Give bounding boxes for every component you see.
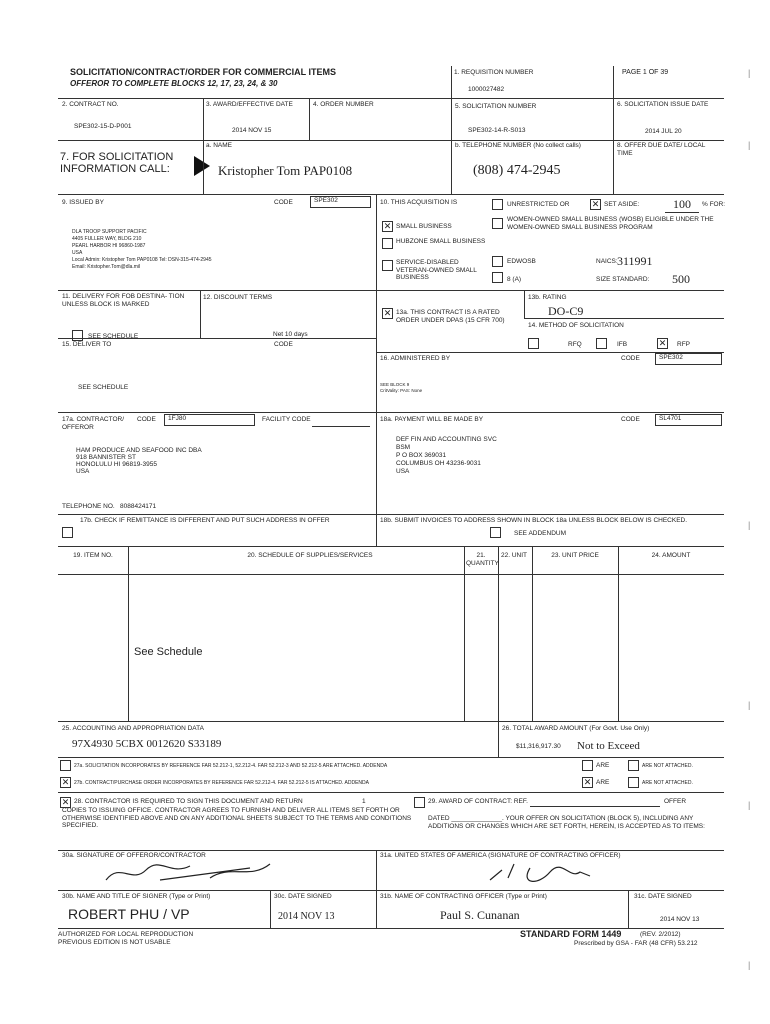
percent-for-label: % FOR: bbox=[702, 201, 726, 208]
administered-code-label: CODE bbox=[621, 355, 640, 362]
hubzone-checkbox[interactable] bbox=[382, 238, 393, 249]
28-checkbox[interactable]: ✕ bbox=[61, 797, 70, 807]
27b-are-not-label: ARE NOT ATTACHED. bbox=[642, 780, 693, 786]
size-standard-value: 500 bbox=[672, 272, 690, 286]
facility-code-label: FACILITY CODE bbox=[262, 416, 311, 423]
payment-line-3: P O BOX 369031 bbox=[396, 452, 447, 459]
naics-label: NAICS: bbox=[596, 258, 618, 265]
solicitation-number-value: SPE302-14-R-S013 bbox=[468, 127, 526, 134]
naics-value: 311991 bbox=[617, 254, 653, 268]
rated-order-checkbox[interactable]: ✕ bbox=[383, 308, 392, 318]
col-item-no: 19. ITEM NO. bbox=[73, 552, 113, 559]
signer-name-value: ROBERT PHU / VP bbox=[68, 906, 190, 922]
27a-are-not-checkbox[interactable] bbox=[628, 760, 639, 771]
see-schedule-checkbox[interactable] bbox=[72, 330, 83, 341]
29-text-1: 29. AWARD OF CONTRACT: REF. bbox=[428, 798, 528, 805]
contractor-label: 17a. CONTRACTOR/ OFFEROR bbox=[62, 416, 125, 431]
28-text-1: 28. CONTRACTOR IS REQUIRED TO SIGN THIS DOCUMENT AND RETURN bbox=[74, 798, 303, 805]
payment-label: 18a. PAYMENT WILL BE MADE BY bbox=[380, 416, 484, 423]
form-subtitle: OFFEROR TO COMPLETE BLOCKS 12, 17, 23, 24, & 30 bbox=[70, 79, 278, 88]
27a-are-label: ARE bbox=[596, 762, 610, 769]
ifb-checkbox[interactable] bbox=[596, 338, 607, 349]
discount-value: Net 10 days bbox=[273, 331, 308, 338]
form-number: STANDARD FORM 1449 bbox=[520, 929, 622, 939]
sdvosb-label: SERVICE-DISABLED VETERAN-OWNED SMALL BUSINESS bbox=[396, 259, 477, 281]
unrestricted-label: UNRESTRICTED OR bbox=[507, 201, 570, 208]
page-count: PAGE 1 OF 39 bbox=[622, 69, 669, 76]
rfq-checkbox[interactable] bbox=[528, 338, 539, 349]
discount-label: 12. DISCOUNT TERMS bbox=[203, 294, 273, 301]
rfp-label: RFP bbox=[677, 341, 690, 348]
officer-name-value: Paul S. Cunanan bbox=[440, 908, 520, 922]
27b-text: 27b. CONTRACT/PURCHASE ORDER INCORPORATES BY REFERENCE FAR 52.212-4. FAR 52.212-5 IS ATTACHED. ADDENDA bbox=[74, 780, 369, 786]
setaside-percent: 100 bbox=[665, 197, 699, 213]
issued-line-6: Email: Kristopher.Tom@dla.mil bbox=[72, 264, 141, 270]
margin-mark: | bbox=[748, 140, 751, 150]
administered-line-1: SEE BLOCK 9 bbox=[380, 382, 410, 387]
margin-mark: | bbox=[748, 700, 751, 710]
remittance-label: 17b. CHECK IF REMITTANCE IS DIFFERENT AND PUT SUCH ADDRESS IN OFFER bbox=[80, 517, 330, 524]
see-schedule-label: SEE SCHEDULE bbox=[88, 333, 139, 340]
small-business-label: SMALL BUSINESS bbox=[396, 223, 452, 230]
sdvosb-checkbox[interactable] bbox=[382, 260, 393, 271]
margin-mark: | bbox=[748, 68, 751, 78]
issued-line-2: 4405 FULLER WAY, BLDG 210 bbox=[72, 236, 142, 242]
signer-date-value: 2014 NOV 13 bbox=[278, 911, 335, 922]
telephone-label: b. TELEPHONE NUMBER (No collect calls) bbox=[455, 142, 581, 149]
officer-signature bbox=[480, 858, 600, 888]
award-date-label: 3. AWARD/EFFECTIVE DATE bbox=[206, 101, 293, 108]
officer-date-value: 2014 NOV 13 bbox=[660, 916, 700, 923]
29-offer-label: OFFER bbox=[664, 798, 687, 805]
officer-date-label: 31c. DATE SIGNED bbox=[634, 893, 692, 900]
total-award-label: 26. TOTAL AWARD AMOUNT (For Govt. Use Only) bbox=[502, 725, 650, 732]
contractor-signature bbox=[100, 858, 280, 886]
schedule-body: See Schedule bbox=[134, 646, 203, 658]
col-unit-price: 23. UNIT PRICE bbox=[551, 552, 599, 559]
issued-line-1: DLA TROOP SUPPORT PACIFIC bbox=[72, 229, 147, 235]
contract-no-label: 2. CONTRACT NO. bbox=[62, 101, 119, 108]
29-checkbox[interactable] bbox=[414, 797, 425, 808]
name-label: a. NAME bbox=[206, 142, 233, 149]
rating-label: 13b. RATING bbox=[528, 294, 567, 301]
contractor-line-4: USA bbox=[76, 468, 90, 475]
accounting-label: 25. ACCOUNTING AND APPROPRIATION DATA bbox=[62, 725, 204, 732]
edwosb-label: EDWOSB bbox=[507, 258, 536, 265]
27a-checkbox[interactable] bbox=[60, 760, 71, 771]
footer-left-1: AUTHORIZED FOR LOCAL REPRODUCTION bbox=[58, 931, 194, 938]
solicitation-number-label: 5. SOLICITATION NUMBER bbox=[455, 103, 537, 110]
size-standard-label: SIZE STANDARD: bbox=[596, 276, 650, 283]
see-addendum-label: SEE ADDENDUM bbox=[514, 530, 567, 537]
solicitation-date-value: 2014 JUL 20 bbox=[645, 128, 682, 135]
contact-name: Kristopher Tom PAP0108 bbox=[218, 163, 353, 178]
rfq-label: RFQ bbox=[568, 341, 582, 348]
contract-no-value: SPE302-15-D-P001 bbox=[74, 123, 132, 130]
order-number-label: 4. ORDER NUMBER bbox=[313, 101, 374, 108]
issued-code-value: SPE302 bbox=[310, 196, 371, 208]
contractor-code-value: 1FJ80 bbox=[164, 414, 255, 426]
acquisition-label: 10. THIS ACQUISITION IS bbox=[380, 199, 458, 206]
deliver-to-label: 15. DELIVER TO bbox=[62, 341, 112, 348]
telephone-value: (808) 474-2945 bbox=[473, 163, 561, 178]
col-schedule: 20. SCHEDULE OF SUPPLIES/SERVICES bbox=[247, 552, 373, 559]
payment-line-4: COLUMBUS OH 43236-9031 bbox=[396, 460, 481, 467]
8a-checkbox[interactable] bbox=[492, 272, 503, 283]
offer-due-label: 8. OFFER DUE DATE/ LOCAL TIME bbox=[617, 142, 706, 157]
28-copies: 1 bbox=[362, 798, 366, 805]
setaside-checkbox[interactable]: ✕ bbox=[591, 199, 600, 209]
total-award-value: $11,316,917.30 bbox=[516, 743, 561, 750]
col-amount: 24. AMOUNT bbox=[651, 552, 691, 559]
rated-order-label: 13a. THIS CONTRACT IS A RATED ORDER UNDER DPAS (15 CFR 700) bbox=[396, 309, 505, 324]
margin-mark: | bbox=[748, 520, 751, 530]
issued-line-4: USA bbox=[72, 250, 83, 256]
requisition-value: 1000027482 bbox=[468, 86, 505, 93]
27a-are-checkbox[interactable] bbox=[582, 760, 593, 771]
officer-name-label: 31b. NAME OF CONTRACTING OFFICER (Type or Print) bbox=[380, 893, 547, 900]
issued-line-3: PEARL HARBOR HI 96860-1987 bbox=[72, 243, 146, 249]
payment-line-2: BSM bbox=[396, 444, 411, 451]
us-signature-label: 31a. UNITED STATES OF AMERICA (SIGNATURE OF CONTRACTING OFFICER) bbox=[380, 852, 621, 859]
edwosb-checkbox[interactable] bbox=[492, 256, 503, 267]
solicitation-date-label: 6. SOLICITATION ISSUE DATE bbox=[617, 101, 709, 108]
requisition-label: 1. REQUISITION NUMBER bbox=[454, 69, 534, 76]
payment-code-label: CODE bbox=[621, 416, 640, 423]
hubzone-label: HUBZONE SMALL BUSINESS bbox=[396, 238, 486, 245]
see-addendum-checkbox[interactable] bbox=[490, 527, 501, 538]
contractor-code-label: CODE bbox=[137, 416, 156, 423]
signer-name-label: 30b. NAME AND TITLE OF SIGNER (Type or Print) bbox=[62, 893, 211, 900]
wosb-checkbox[interactable] bbox=[492, 218, 503, 229]
27b-are-checkbox[interactable]: ✕ bbox=[583, 777, 592, 787]
small-business-checkbox[interactable]: ✕ bbox=[383, 221, 392, 231]
delivery-label: 11. DELIVERY FOR FOB DESTINA- TION UNLESS BLOCK IS MARKED bbox=[62, 293, 185, 308]
col-unit: 22. UNIT bbox=[500, 552, 527, 559]
remittance-checkbox[interactable] bbox=[62, 527, 73, 538]
27b-are-label: ARE bbox=[596, 779, 610, 786]
telephone-no-label: TELEPHONE NO. bbox=[62, 503, 115, 510]
payment-line-1: DEF FIN AND ACCOUNTING SVC bbox=[396, 436, 497, 443]
rfp-checkbox[interactable]: ✕ bbox=[658, 338, 667, 348]
27b-checkbox[interactable]: ✕ bbox=[61, 777, 70, 787]
accounting-value: 97X4930 5CBX 0012620 S33189 bbox=[72, 738, 222, 750]
8a-label: 8 (A) bbox=[507, 276, 522, 283]
payment-line-5: USA bbox=[396, 468, 410, 475]
margin-mark: | bbox=[748, 800, 751, 810]
rating-value: DO-C9 bbox=[548, 304, 584, 318]
col-quantity: 21. QUANTITY bbox=[466, 552, 499, 567]
telephone-no-value: 8088424171 bbox=[120, 503, 157, 510]
29-text-2: DATED ______________. YOUR OFFER ON SOLICITATION (BLOCK 5), INCLUDING ANY ADDITIONS OR CHANGES WHICH ARE SET FORTH, HEREIN, IS ACCEPTED AS TO ITEMS: bbox=[428, 815, 705, 830]
form-revision: (REV. 2/2012) bbox=[640, 931, 681, 938]
setaside-label: SET ASIDE: bbox=[604, 201, 640, 208]
27a-are-not-label: ARE NOT ATTACHED. bbox=[642, 763, 693, 769]
issued-code-label: CODE bbox=[274, 199, 293, 206]
administered-code-value: SPE302 bbox=[655, 353, 722, 365]
unrestricted-checkbox[interactable] bbox=[492, 199, 503, 210]
form-prescribed: Prescribed by GSA - FAR (48 CFR) 53.212 bbox=[574, 940, 698, 947]
deliver-to-code-label: CODE bbox=[274, 341, 293, 348]
administered-line-2: CritVality: PAS: None bbox=[380, 388, 423, 393]
27a-text: 27a. SOLICITATION INCORPORATES BY REFERENCE FAR 52.212-1, 52.212-4. FAR 52.212-3 AND 52.212-5 ARE ATTACHED. ADDENDA bbox=[74, 763, 388, 769]
form-title: SOLICITATION/CONTRACT/ORDER FOR COMMERCIAL ITEMS bbox=[70, 67, 336, 77]
contractor-line-1: HAM PRODUCE AND SEAFOOD INC DBA bbox=[76, 447, 202, 454]
issued-by-label: 9. ISSUED BY bbox=[62, 199, 104, 206]
contractor-line-2: 918 BANNISTER ST bbox=[76, 454, 136, 461]
27b-are-not-checkbox[interactable] bbox=[628, 777, 639, 788]
ifb-label: IFB bbox=[617, 341, 628, 348]
wosb-label: WOMEN-OWNED SMALL BUSINESS (WOSB) ELIGIBLE UNDER THE WOMEN-OWNED SMALL BUSINESS PROGRAM bbox=[507, 216, 714, 231]
deliver-to-value: SEE SCHEDULE bbox=[78, 384, 129, 391]
award-date-value: 2014 NOV 15 bbox=[232, 127, 272, 134]
contractor-line-3: HONOLULU HI 96819-3955 bbox=[76, 461, 157, 468]
solicitation-info-label: 7. FOR SOLICITATION INFORMATION CALL: bbox=[60, 151, 174, 175]
margin-mark: | bbox=[748, 960, 751, 970]
contractor-signature-label: 30a. SIGNATURE OF OFFEROR/CONTRACTOR bbox=[62, 852, 206, 859]
footer-left-2: PREVIOUS EDITION IS NOT USABLE bbox=[58, 939, 171, 946]
issued-line-5: Local Admin: Kristopher Tom PAP0108 Tel: DSN-315-474-2945 bbox=[72, 257, 212, 263]
28-text-2: COPIES TO ISSUING OFFICE. CONTRACTOR AGREES TO FURNISH AND DELIVER ALL ITEMS SET FORTH OR OTHERWISE IDENTIFIED ABOVE AND ON ANY ADDITIONAL SHEETS SUBJECT TO THE TERMS AND CONDITIONS SPECIFIED. bbox=[62, 807, 412, 829]
invoice-instructions: 18b. SUBMIT INVOICES TO ADDRESS SHOWN IN BLOCK 18a UNLESS BLOCK BELOW IS CHECKED. bbox=[380, 517, 688, 524]
arrow-right-icon bbox=[194, 156, 210, 176]
payment-code-value: SL4701 bbox=[655, 414, 722, 426]
method-label: 14. METHOD OF SOLICITATION bbox=[528, 322, 624, 329]
total-award-note: Not to Exceed bbox=[577, 740, 640, 752]
administered-by-label: 16. ADMINISTERED BY bbox=[380, 355, 451, 362]
signer-date-label: 30c. DATE SIGNED bbox=[274, 893, 332, 900]
